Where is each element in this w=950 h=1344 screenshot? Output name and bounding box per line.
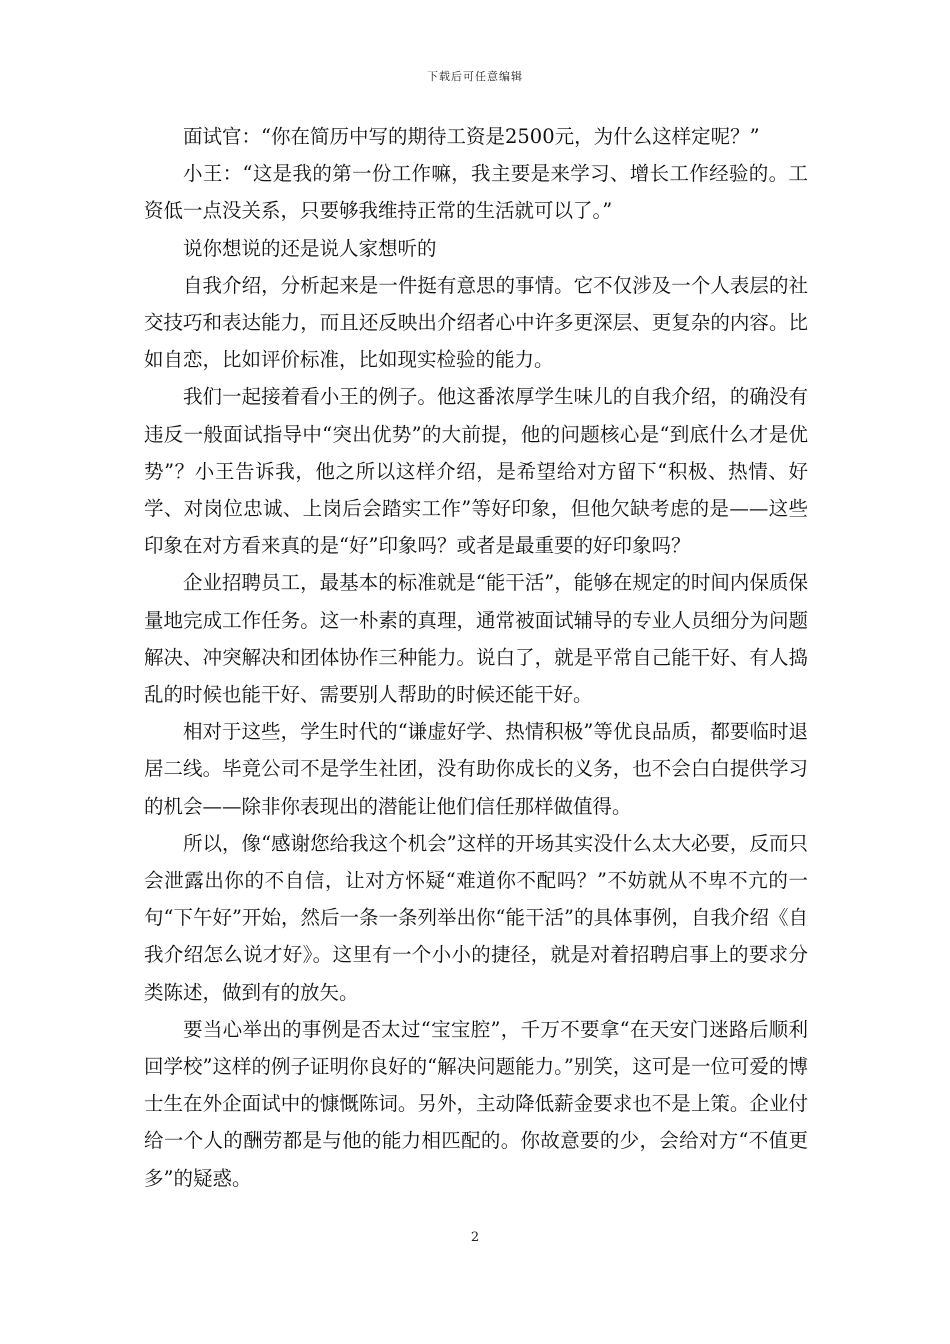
paragraph: 面试官：“你在简历中写的期待工资是2500元，为什么这样定呢？”: [183, 125, 760, 148]
paragraph: 相对于这些，学生时代的“谦虚好学、热情积极”等优良品质，都要临时退居二线。毕竟公司不是学生社团，没有助你成长的义务，也不会白白提供学习的机会——除非你表现出的潜能让他们信任那样做值得。: [144, 720, 808, 818]
paragraph: 小王：“这是我的第一份工作嘛，我主要是来学习、增长工作经验的。工资低一点没关系，只要够我维持正常的生活就可以了。”: [144, 162, 808, 223]
page-header: 下载后可任意编辑: [427, 70, 523, 83]
paragraph: 企业招聘员工，最基本的标准就是“能干活”，能够在规定的时间内保质保量地完成工作任务。这一朴素的真理，通常被面试辅导的专业人员细分为问题解决、冲突解决和团体协作三种能力。说白了，就是平常自己能干好、有人捣乱的时候也能干好、需要别人帮助的时候还能干好。: [144, 571, 808, 707]
page-number: 2: [470, 1230, 480, 1245]
paragraph: 所以，像“感谢您给我这个机会”这样的开场其实没什么太大必要，反而只会泄露出你的不自信，让对方怀疑“难道你不配吗？”不妨就从不卑不亢的一句“下午好”开始，然后一条一条列举出你“能干活”的具体事例，自我介绍《自我介绍怎么说才好》。这里有一个小小的捷径，就是对着招聘启事上的要求分类陈述，做到有的放矢。: [144, 831, 808, 1004]
paragraph: 说你想说的还是说人家想听的: [183, 236, 437, 260]
paragraph: 自我介绍，分析起来是一件挺有意思的事情。它不仅涉及一个人表层的社交技巧和表达能力，而且还反映出介绍者心中许多更深层、更复杂的内容。比如自恋，比如评价标准，比如现实检验的能力。: [144, 273, 808, 372]
paragraph: 我们一起接着看小王的例子。他这番浓厚学生味儿的自我介绍，的确没有违反一般面试指导中“突出优势”的大前提，他的问题核心是“到底什么才是优势”？小王告诉我，他之所以这样介绍，是希望给对方留下“积极、热情、好学、对岗位忠诚、上岗后会踏实工作”等好印象，但他欠缺考虑的是——这些印象在对方看来真的是“好”印象吗？或者是最重要的好印象吗？: [144, 385, 808, 558]
document-body: [144, 118, 808, 1197]
paragraph: 要当心举出的事例是否太过“宝宝腔”，千万不要拿“在天安门迷路后顺利回学校”这样的例子证明你良好的“解决问题能力。”别笑，这可是一位可爱的博士生在外企面试中的慷慨陈词。另外，主动降低薪金要求也不是上策。企业付给一个人的酬劳都是与他的能力相匹配的。你故意要的少，会给对方“不值更多”的疑惑。: [144, 1017, 808, 1190]
